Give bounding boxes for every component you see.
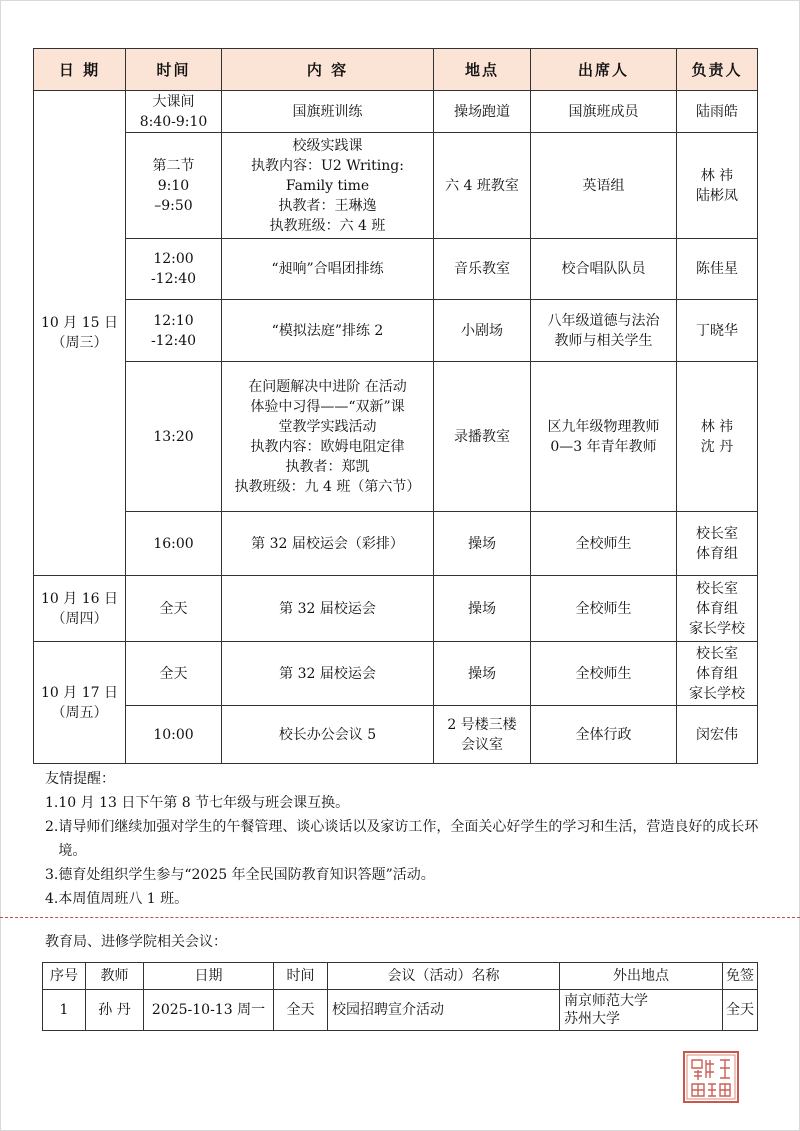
place-cell: 小剧场 <box>434 300 531 362</box>
place-cell: 录播教室 <box>434 362 531 512</box>
time-cell: 大课间 8:40-9:10 <box>126 91 222 133</box>
reminder-text: 德育处组织学生参与“2025 年全民国防教育知识答题”活动。 <box>58 867 435 883</box>
number-cell: 1 <box>43 990 86 1031</box>
location-cell: 南京师范大学 苏州大学 <box>560 990 723 1031</box>
reminder-title: 友情提醒： <box>45 771 115 787</box>
time-cell: 10:00 <box>126 706 222 764</box>
place-cell: 音乐教室 <box>434 239 531 300</box>
header-time: 时间 <box>126 49 222 91</box>
date-cell: 10 月 16 日 （周四） <box>34 576 126 642</box>
time-cell: 全天 <box>274 990 328 1031</box>
table-row <box>34 706 758 764</box>
time-cell: 12:00 -12:40 <box>126 239 222 300</box>
header-location: 外出地点 <box>560 963 723 990</box>
reminder-number: 4. <box>45 891 59 907</box>
meetings-header-row <box>43 963 758 990</box>
schedule-table <box>33 48 758 764</box>
reminder-item <box>45 887 765 911</box>
content-cell: 校长办公会议 5 <box>222 706 434 764</box>
content-cell: “昶响”合唱团排练 <box>222 239 434 300</box>
dashed-divider <box>0 917 800 918</box>
reminder-number: 2. <box>45 819 59 835</box>
date-cell: 2025-10-13 周一 <box>144 990 274 1031</box>
schedule-header-row <box>34 49 758 91</box>
date-cell: 10 月 17 日 （周五） <box>34 642 126 764</box>
reminder-text: 本周值周班八 1 班。 <box>58 891 189 907</box>
place-cell: 六 4 班教室 <box>434 133 531 239</box>
reminder-text: 10 月 13 日下午第 8 节七年级与班会课互换。 <box>58 795 350 811</box>
place-cell: 操场 <box>434 576 531 642</box>
header-owner: 负责人 <box>677 49 758 91</box>
header-content: 内 容 <box>222 49 434 91</box>
reminder-number: 3. <box>45 867 59 883</box>
meetings-table <box>42 962 758 1031</box>
attendees-cell: 区九年级物理教师 0—3 年青年教师 <box>531 362 677 512</box>
content-cell: 校级实践课 执教内容：U2 Writing: Family time 执教者：王琳逸 执教班级：六 4 班 <box>222 133 434 239</box>
header-teacher: 教师 <box>86 963 144 990</box>
attendees-cell: 校合唱队队员 <box>531 239 677 300</box>
header-exempt: 免签 <box>723 963 758 990</box>
table-row <box>34 91 758 133</box>
content-cell: 第 32 届校运会（彩排） <box>222 512 434 576</box>
header-meeting-name: 会议（活动）名称 <box>328 963 560 990</box>
table-row <box>34 642 758 706</box>
table-row <box>43 990 758 1031</box>
header-date: 日期 <box>144 963 274 990</box>
seal-stamp-icon <box>682 1050 740 1104</box>
content-cell: 在问题解决中进阶 在活动 体验中习得——“双新”课 堂教学实践活动 执教内容：欧姆电阻定律 执教者：郑凯 执教班级：九 4 班（第六节） <box>222 362 434 512</box>
place-cell: 操场跑道 <box>434 91 531 133</box>
reminder-item <box>45 863 765 887</box>
meetings-title: 教育局、进修学院相关会议： <box>45 934 227 950</box>
owner-cell: 林 祎 陆彬凤 <box>677 133 758 239</box>
time-cell: 12:10 -12:40 <box>126 300 222 362</box>
table-row <box>34 133 758 239</box>
header-time: 时间 <box>274 963 328 990</box>
owner-cell: 校长室 体育组 家长学校 <box>677 576 758 642</box>
header-date: 日 期 <box>34 49 126 91</box>
owner-cell: 林 祎 沈 丹 <box>677 362 758 512</box>
time-cell: 13:20 <box>126 362 222 512</box>
attendees-cell: 全校师生 <box>531 642 677 706</box>
attendees-cell: 八年级道德与法治 教师与相关学生 <box>531 300 677 362</box>
attendees-cell: 国旗班成员 <box>531 91 677 133</box>
place-cell: 操场 <box>434 512 531 576</box>
teacher-cell: 孙 丹 <box>86 990 144 1031</box>
date-cell: 10 月 15 日 （周三） <box>34 91 126 576</box>
owner-cell: 陆雨皓 <box>677 91 758 133</box>
table-row <box>34 300 758 362</box>
owner-cell: 校长室 体育组 <box>677 512 758 576</box>
reminder-section <box>45 767 765 911</box>
content-cell: “模拟法庭”排练 2 <box>222 300 434 362</box>
content-cell: 第 32 届校运会 <box>222 642 434 706</box>
place-cell: 2 号楼三楼 会议室 <box>434 706 531 764</box>
owner-cell: 丁晓华 <box>677 300 758 362</box>
attendees-cell: 全体行政 <box>531 706 677 764</box>
time-cell: 第二节 9:10 –9:50 <box>126 133 222 239</box>
owner-cell: 闵宏伟 <box>677 706 758 764</box>
table-row <box>34 576 758 642</box>
attendees-cell: 英语组 <box>531 133 677 239</box>
time-cell: 全天 <box>126 576 222 642</box>
time-cell: 16:00 <box>126 512 222 576</box>
header-number: 序号 <box>43 963 86 990</box>
reminder-item <box>45 815 765 863</box>
table-row <box>34 512 758 576</box>
place-cell: 操场 <box>434 642 531 706</box>
attendees-cell: 全校师生 <box>531 512 677 576</box>
time-cell: 全天 <box>126 642 222 706</box>
meeting-name-cell: 校园招聘宣介活动 <box>328 990 560 1031</box>
header-attendees: 出席人 <box>531 49 677 91</box>
table-row <box>34 239 758 300</box>
exempt-cell: 全天 <box>723 990 758 1031</box>
owner-cell: 陈佳星 <box>677 239 758 300</box>
owner-cell: 校长室 体育组 家长学校 <box>677 642 758 706</box>
content-cell: 国旗班训练 <box>222 91 434 133</box>
table-row <box>34 362 758 512</box>
attendees-cell: 全校师生 <box>531 576 677 642</box>
header-place: 地点 <box>434 49 531 91</box>
content-cell: 第 32 届校运会 <box>222 576 434 642</box>
reminder-number: 1. <box>45 795 59 811</box>
reminder-item <box>45 791 765 815</box>
reminder-text: 请导师们继续加强对学生的午餐管理、谈心谈话以及家访工作，全面关心好学生的学习和生活，营造良好的成长环境。 <box>58 819 759 859</box>
